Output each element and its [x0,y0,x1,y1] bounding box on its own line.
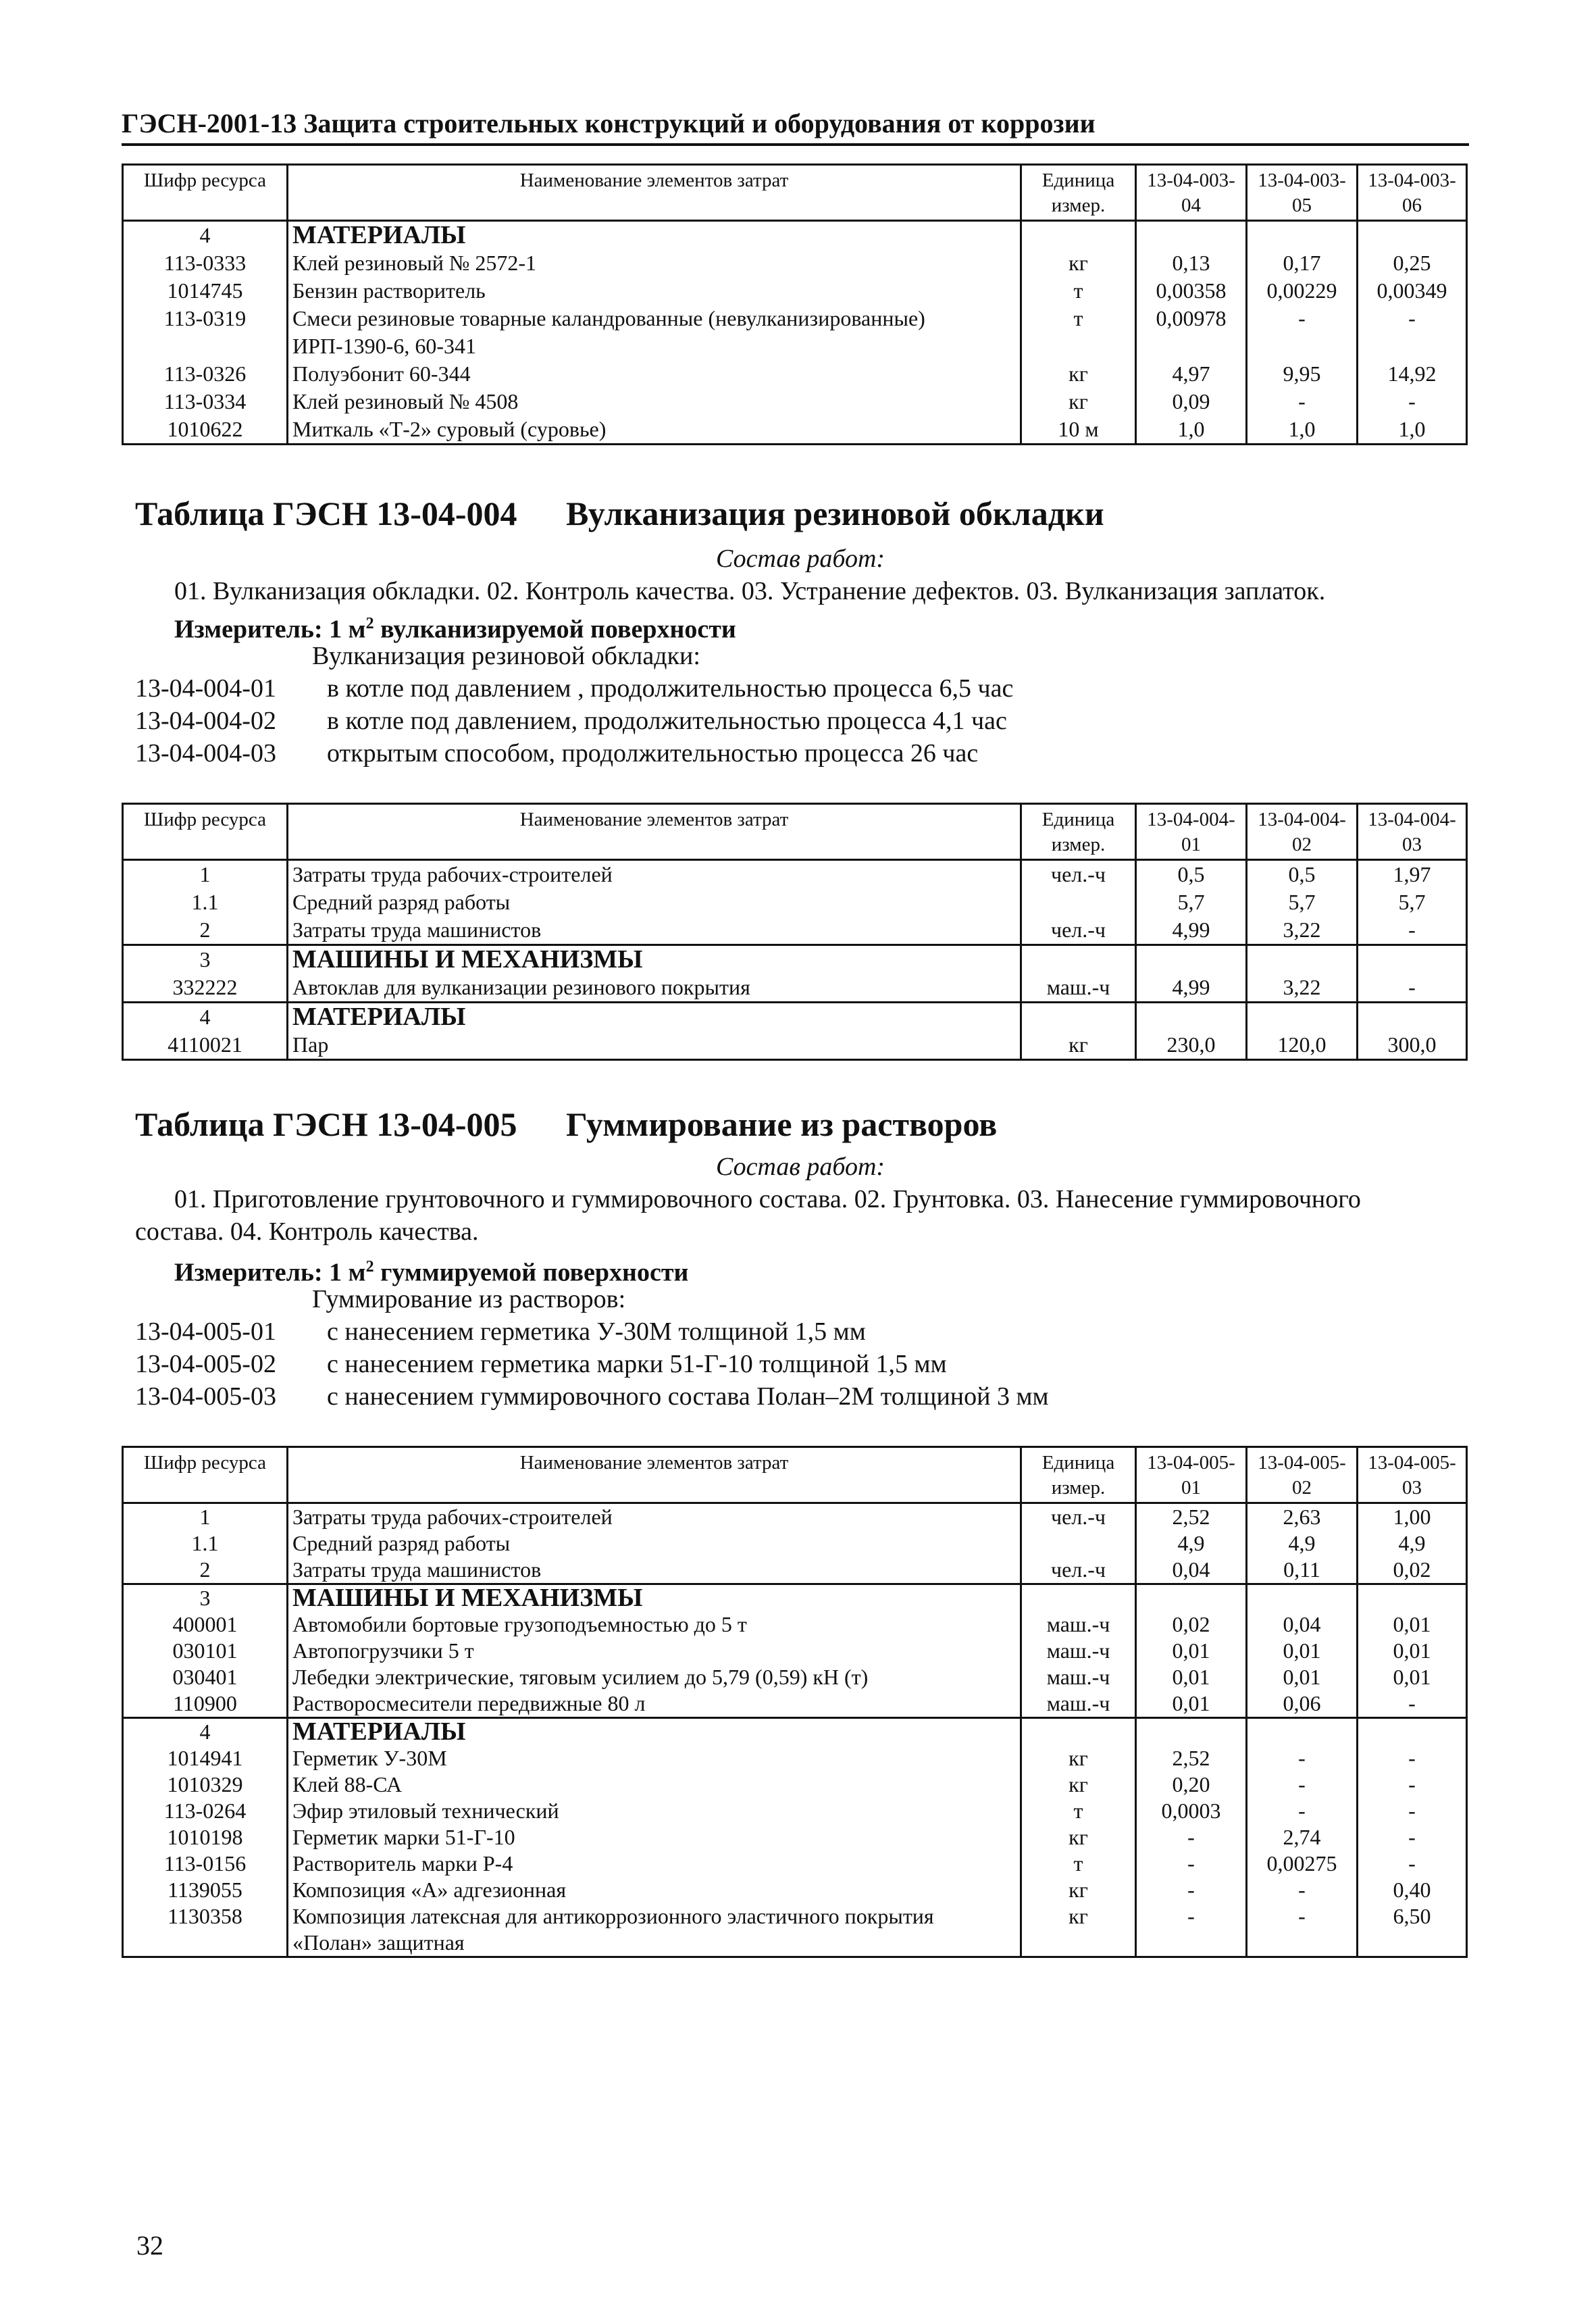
cell-value: 0,01 [1247,1638,1358,1664]
cell-value: 0,00358 [1136,277,1247,305]
cell-code: 1014745 [123,277,288,305]
cell-code: 400001 [123,1611,288,1638]
item-text: в котле под давлением , продолжительностью процесса 6,5 час [327,674,1014,703]
table-row [123,1530,1467,1557]
cell-code: 113-0319 [123,305,288,360]
item-code: 13-04-005-01 [135,1317,276,1346]
cell-value: 0,20 [1136,1771,1247,1798]
cell-value: 14,92 [1358,360,1467,388]
cell-value: 2,52 [1136,1503,1247,1531]
cell-value: 0,25 [1358,249,1467,277]
table-header-row [123,165,1467,221]
cell-value: 5,7 [1247,888,1358,916]
cell-value [1136,945,1247,974]
cell-value: 0,01 [1247,1664,1358,1690]
table-row [123,1638,1467,1664]
table-title-code: Таблица ГЭСН 13-04-004 [135,495,517,532]
table-row [123,305,1467,360]
cell-value [1136,1718,1247,1746]
cell-value: 2,63 [1247,1503,1358,1531]
cell-code: 1010198 [123,1824,288,1851]
item-code: 13-04-004-01 [135,674,276,703]
cell-value: 9,95 [1247,360,1358,388]
cell-name: Автоклав для вулканизации резинового покрытия [288,974,1021,1003]
item-code: 13-04-004-02 [135,707,276,735]
col-header-name: Наименование элементов затрат [288,804,1021,860]
cell-value: 0,01 [1136,1690,1247,1718]
cell-unit [1021,1530,1136,1557]
table-row [123,1851,1467,1877]
cell-section-title: МАТЕРИАЛЫ [288,1718,1021,1746]
item-text: в котле под давлением, продолжительностью процесса 4,1 час [327,707,1007,735]
cell-value: 5,7 [1358,888,1467,916]
cell-value [1247,1003,1358,1032]
cell-unit: маш.-ч [1021,1611,1136,1638]
cell-value: 0,00229 [1247,277,1358,305]
cell-value: - [1358,1798,1467,1824]
cell-value: - [1358,1690,1467,1718]
cell-name: Пар [288,1031,1021,1060]
cell-value: - [1358,1824,1467,1851]
cell-value [1358,1584,1467,1612]
table-row [123,1718,1467,1746]
cell-value: 0,01 [1358,1664,1467,1690]
cell-value: - [1358,974,1467,1003]
cell-code: 4 [123,1003,288,1032]
cell-section-title: МАТЕРИАЛЫ [288,1003,1021,1032]
cell-unit: чел.-ч [1021,916,1136,945]
cell-value: 0,00978 [1136,305,1247,360]
cell-value: 5,7 [1136,888,1247,916]
table-row [123,974,1467,1003]
cell-value: 0,17 [1247,249,1358,277]
cell-value: - [1247,1798,1358,1824]
cell-name: Автопогрузчики 5 т [288,1638,1021,1664]
cell-name: Композиция «А» адгезионная [288,1877,1021,1903]
cell-value: - [1358,1771,1467,1798]
cell-code: 1010329 [123,1771,288,1798]
cell-section-title: МАШИНЫ И МЕХАНИЗМЫ [288,945,1021,974]
cell-section-title: МАШИНЫ И МЕХАНИЗМЫ [288,1584,1021,1612]
measure-unit [174,1251,688,1288]
table-row [123,1557,1467,1584]
cell-value: - [1247,1877,1358,1903]
cell-value: - [1136,1824,1247,1851]
cell-name: Смеси резиновые товарные каландрованные (невулканизированные) ИРП-1390-6, 60-341 [288,305,1021,360]
cell-unit: кг [1021,1903,1136,1957]
table-title-004 [135,493,1104,534]
cell-name: Герметик марки 51-Г-10 [288,1824,1021,1851]
cell-value: 3,22 [1247,916,1358,945]
cell-unit [1021,1718,1136,1746]
group-label: Гуммирование из растворов: [312,1285,626,1313]
cell-value: - [1136,1851,1247,1877]
cell-value [1358,945,1467,974]
cell-value [1358,1718,1467,1746]
measure-label: Измеритель: 1 м [174,615,366,644]
cell-value [1247,1584,1358,1612]
cell-value: - [1358,388,1467,416]
cell-value: 0,13 [1136,249,1247,277]
item-text: с нанесением герметика марки 51-Г-10 толщиной 1,5 мм [327,1350,947,1378]
cell-code: 332222 [123,974,288,1003]
cell-value: 0,00275 [1247,1851,1358,1877]
cell-value: 0,5 [1247,860,1358,889]
cell-value [1358,221,1467,250]
cell-section-title: МАТЕРИАЛЫ [288,221,1021,250]
cell-name: Клей резиновый № 2572-1 [288,249,1021,277]
table-row [123,1903,1467,1957]
table-row [123,945,1467,974]
cell-value: - [1136,1877,1247,1903]
cell-code: 030401 [123,1664,288,1690]
cell-name: Автомобили бортовые грузоподъемностью до 5 т [288,1611,1021,1638]
cell-value [1358,1003,1467,1032]
cell-name: Затраты труда машинистов [288,916,1021,945]
cell-value: 0,01 [1358,1611,1467,1638]
cell-code: 113-0334 [123,388,288,416]
cell-unit: маш.-ч [1021,1690,1136,1718]
cell-unit: кг [1021,360,1136,388]
table-row [123,1798,1467,1824]
composition-text-line2: состава. 04. Контроль качества. [135,1217,479,1246]
cell-value: 0,40 [1358,1877,1467,1903]
cell-name: Клей 88-СА [288,1771,1021,1798]
measure-rest: гуммируемой поверхности [374,1258,689,1287]
cell-code: 1.1 [123,888,288,916]
cell-value: 0,02 [1136,1611,1247,1638]
cell-unit: кг [1021,1031,1136,1060]
cell-name: Бензин растворитель [288,277,1021,305]
cell-value: 0,01 [1136,1664,1247,1690]
cell-unit: т [1021,1798,1136,1824]
cell-unit: кг [1021,1745,1136,1771]
table-row [123,1877,1467,1903]
table-title-name: Вулканизация резиновой обкладки [566,495,1104,532]
cell-value: - [1358,305,1467,360]
resource-table-004 [122,803,1468,1061]
cell-unit: кг [1021,1877,1136,1903]
cell-name: Растворитель марки Р-4 [288,1851,1021,1877]
table-row [123,1003,1467,1032]
table-row [123,1745,1467,1771]
cell-value: - [1247,1903,1358,1957]
composition-heading: Состав работ: [716,545,885,573]
measure-rest: вулканизируемой поверхности [374,615,736,644]
cell-value: 4,99 [1136,916,1247,945]
table-row [123,860,1467,889]
table-row [123,1503,1467,1531]
cell-value: 1,97 [1358,860,1467,889]
cell-code: 1014941 [123,1745,288,1771]
cell-value: 300,0 [1358,1031,1467,1060]
cell-unit: чел.-ч [1021,1503,1136,1531]
cell-value: - [1358,1745,1467,1771]
composition-text: 01. Вулканизация обкладки. 02. Контроль качества. 03. Устранение дефектов. 03. Вулканизация заплаток. [174,577,1326,605]
col-header-v2: 13-04-005-02 [1247,1447,1358,1503]
col-header-v3: 13-04-004-03 [1358,804,1467,860]
col-header-v2: 13-04-003-05 [1247,165,1358,221]
cell-value: 0,06 [1247,1690,1358,1718]
cell-value: 1,0 [1358,416,1467,445]
table-title-code: Таблица ГЭСН 13-04-005 [135,1105,517,1143]
cell-name: Лебедки электрические, тяговым усилием до 5,79 (0,59) кН (т) [288,1664,1021,1690]
cell-value: - [1136,1903,1247,1957]
col-header-code: Шифр ресурса [123,165,288,221]
cell-value: 4,9 [1247,1530,1358,1557]
cell-code: 2 [123,916,288,945]
cell-code: 113-0264 [123,1798,288,1824]
page-number: 32 [136,2230,163,2261]
item-code: 13-04-004-03 [135,739,276,768]
col-header-v3: 13-04-003-06 [1358,165,1467,221]
running-header: ГЭСН-2001-13 Защита строительных конструкций и оборудования от коррозии [122,107,1469,146]
cell-unit: т [1021,277,1136,305]
cell-unit: маш.-ч [1021,1638,1136,1664]
resource-table-005 [122,1446,1468,1958]
cell-value [1136,1584,1247,1612]
cell-name: Затраты труда рабочих-строителей [288,860,1021,889]
table-row [123,360,1467,388]
col-header-unit: Единица измер. [1021,804,1136,860]
cell-code: 1130358 [123,1903,288,1957]
composition-heading: Состав работ: [716,1153,885,1181]
item-text: с нанесением гуммировочного состава Полан–2М толщиной 3 мм [327,1382,1049,1411]
item-code: 13-04-005-03 [135,1382,276,1411]
cell-value: 0,01 [1358,1638,1467,1664]
table-row [123,249,1467,277]
table-row [123,1771,1467,1798]
cell-name: Растворосмесители передвижные 80 л [288,1690,1021,1718]
cell-unit [1021,221,1136,250]
cell-unit [1021,1584,1136,1612]
cell-name: Средний разряд работы [288,888,1021,916]
cell-name: Затраты труда рабочих-строителей [288,1503,1021,1531]
group-label: Вулканизация резиновой обкладки: [312,642,700,670]
col-header-v3: 13-04-005-03 [1358,1447,1467,1503]
cell-unit: т [1021,1851,1136,1877]
cell-value: 4,9 [1136,1530,1247,1557]
table-row [123,1664,1467,1690]
cell-value: 0,09 [1136,388,1247,416]
cell-name: Средний разряд работы [288,1530,1021,1557]
cell-unit: 10 м [1021,416,1136,445]
cell-name: Эфир этиловый технический [288,1798,1021,1824]
cell-value: 2,74 [1247,1824,1358,1851]
cell-value: - [1247,305,1358,360]
cell-value: - [1247,1745,1358,1771]
cell-value [1247,221,1358,250]
cell-code: 3 [123,945,288,974]
cell-unit: чел.-ч [1021,1557,1136,1584]
cell-unit: кг [1021,1824,1136,1851]
cell-code: 4110021 [123,1031,288,1060]
col-header-name: Наименование элементов затрат [288,165,1021,221]
cell-unit [1021,888,1136,916]
col-header-v1: 13-04-005-01 [1136,1447,1247,1503]
table-row [123,916,1467,945]
cell-value: 2,52 [1136,1745,1247,1771]
cell-name: Композиция латексная для антикоррозионного эластичного покрытия «Полан» защитная [288,1903,1021,1957]
resource-table-003 [122,164,1468,445]
cell-value: 4,9 [1358,1530,1467,1557]
cell-unit: кг [1021,249,1136,277]
cell-value: 0,5 [1136,860,1247,889]
table-title-005 [135,1104,998,1145]
cell-name: Полуэбонит 60-344 [288,360,1021,388]
cell-unit: маш.-ч [1021,1664,1136,1690]
cell-value: 4,97 [1136,360,1247,388]
table-title-name: Гуммирование из растворов [566,1105,998,1143]
col-header-v2: 13-04-004-02 [1247,804,1358,860]
cell-value: 3,22 [1247,974,1358,1003]
cell-name: Миткаль «Т-2» суровый (суровье) [288,416,1021,445]
measure-unit [174,608,736,645]
cell-code: 4 [123,1718,288,1746]
cell-code: 110900 [123,1690,288,1718]
cell-value [1136,1003,1247,1032]
cell-code: 4 [123,221,288,250]
cell-code: 3 [123,1584,288,1612]
cell-code: 113-0326 [123,360,288,388]
item-text: с нанесением герметика У-30М толщиной 1,5 мм [327,1317,866,1346]
table-row [123,388,1467,416]
table-row [123,277,1467,305]
composition-text-line1: 01. Приготовление грунтовочного и гуммировочного состава. 02. Грунтовка. 03. Нанесение гуммировочного [174,1185,1361,1213]
cell-code: 113-0333 [123,249,288,277]
cell-code: 030101 [123,1638,288,1664]
item-code: 13-04-005-02 [135,1350,276,1378]
cell-unit: т [1021,305,1136,360]
cell-value: 1,0 [1247,416,1358,445]
measure-sup: 2 [365,615,374,632]
cell-value: 1,00 [1358,1503,1467,1531]
cell-value: - [1358,916,1467,945]
table-row [123,1584,1467,1612]
cell-code: 1 [123,860,288,889]
cell-value: 6,50 [1358,1903,1467,1957]
table-row [123,1031,1467,1060]
cell-value: - [1247,1771,1358,1798]
table-header-row [123,1447,1467,1503]
table-row [123,221,1467,250]
cell-value: 0,00349 [1358,277,1467,305]
cell-value: 230,0 [1136,1031,1247,1060]
col-header-code: Шифр ресурса [123,1447,288,1503]
cell-unit: чел.-ч [1021,860,1136,889]
cell-value: 0,04 [1136,1557,1247,1584]
cell-name: Клей резиновый № 4508 [288,388,1021,416]
cell-value: - [1247,388,1358,416]
cell-code: 2 [123,1557,288,1584]
cell-value: 4,99 [1136,974,1247,1003]
cell-value [1247,1718,1358,1746]
item-text: открытым способом, продолжительностью процесса 26 час [327,739,979,768]
cell-value: 120,0 [1247,1031,1358,1060]
cell-unit [1021,945,1136,974]
cell-value: 0,0003 [1136,1798,1247,1824]
table-row [123,1611,1467,1638]
cell-code: 1.1 [123,1530,288,1557]
cell-value [1247,945,1358,974]
cell-value: 0,11 [1247,1557,1358,1584]
table-header-row [123,804,1467,860]
cell-unit: маш.-ч [1021,974,1136,1003]
cell-name: Герметик У-30М [288,1745,1021,1771]
measure-label: Измеритель: 1 м [174,1258,366,1287]
table-row [123,416,1467,445]
cell-code: 113-0156 [123,1851,288,1877]
cell-value: - [1358,1851,1467,1877]
cell-value [1136,221,1247,250]
col-header-v1: 13-04-004-01 [1136,804,1247,860]
cell-code: 1 [123,1503,288,1531]
cell-unit [1021,1003,1136,1032]
col-header-unit: Единица измер. [1021,165,1136,221]
cell-unit: кг [1021,1771,1136,1798]
cell-value: 0,01 [1136,1638,1247,1664]
table-row [123,1824,1467,1851]
cell-code: 1139055 [123,1877,288,1903]
col-header-unit: Единица измер. [1021,1447,1136,1503]
cell-unit: кг [1021,388,1136,416]
measure-sup: 2 [365,1258,374,1276]
cell-value: 1,0 [1136,416,1247,445]
col-header-v1: 13-04-003-04 [1136,165,1247,221]
col-header-name: Наименование элементов затрат [288,1447,1021,1503]
cell-name: Затраты труда машинистов [288,1557,1021,1584]
cell-value: 0,04 [1247,1611,1358,1638]
col-header-code: Шифр ресурса [123,804,288,860]
cell-code: 1010622 [123,416,288,445]
table-row [123,1690,1467,1718]
table-row [123,888,1467,916]
cell-value: 0,02 [1358,1557,1467,1584]
